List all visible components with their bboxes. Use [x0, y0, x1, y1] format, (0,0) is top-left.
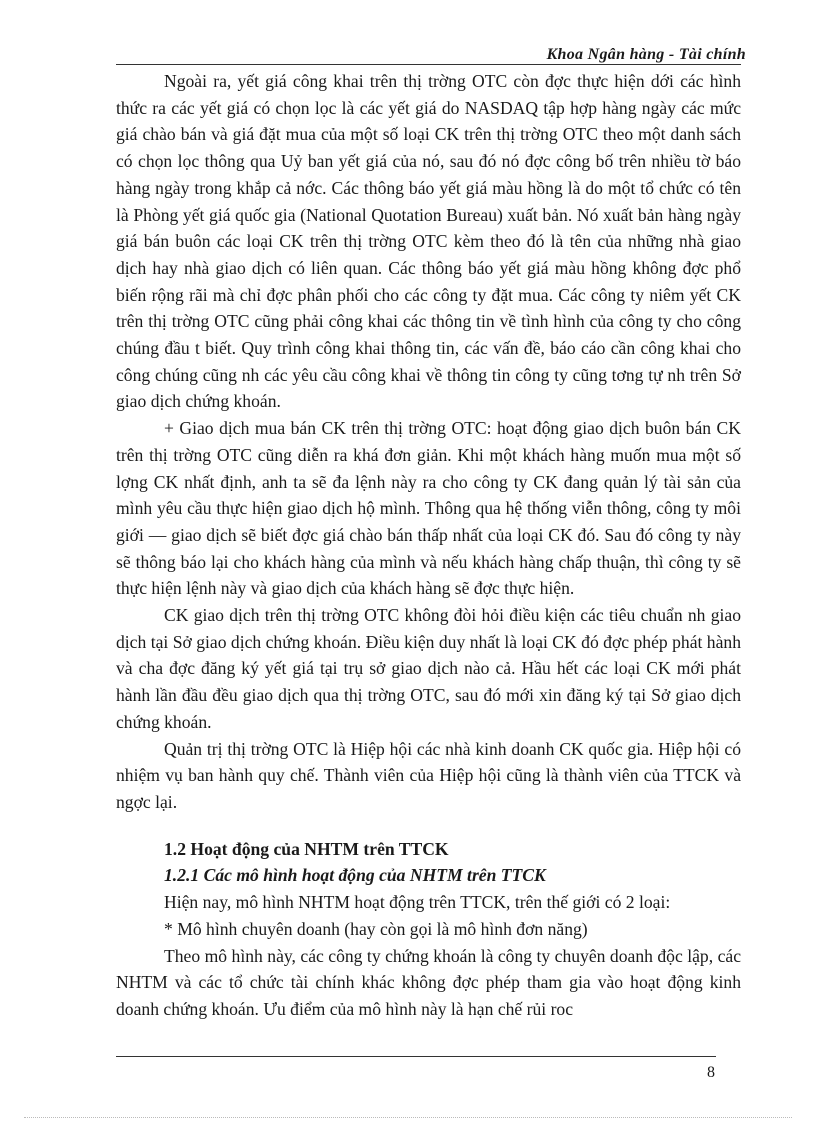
footer-divider [116, 1056, 716, 1057]
page-number: 8 [707, 1064, 715, 1081]
running-header-title: Khoa Ngân hàng - Tài chính [546, 46, 746, 63]
section-spacer [116, 816, 741, 836]
body-paragraph: Theo mô hình này, các công ty chứng khoán là công ty chuyên doanh độc lập, các NHTM và các tổ chức tài chính khác không đợc phép tham gia vào hoạt động kinh doanh chứng khoán. Ưu điểm của mô hình này là hạn chế rủi roc [116, 945, 741, 1019]
section-heading: 1.2 Hoạt động của NHTM trên TTCK [164, 838, 449, 859]
body-paragraph: CK giao dịch trên thị trờng OTC không đòi hỏi điều kiện các tiêu chuẩn nh giao dịch tại Sở giao dịch chứng khoán. Điều kiện duy nhất là loại CK đó đợc phép phát hành và cha đợc đăng ký yết giá tại trụ sở giao dịch nào cả. Hầu hết các loại CK mới phát hành lần đầu đều giao dịch qua thị trờng OTC, sau đó mới xin đăng ký tại Sở giao dịch chứng khoán. [116, 605, 741, 732]
body-paragraph: Hiện nay, mô hình NHTM hoạt động trên TTCK, trên thế giới có 2 loại: [164, 892, 671, 913]
page-body [116, 68, 741, 1023]
page-bottom-edge [24, 1117, 792, 1118]
body-paragraph: + Giao dịch mua bán CK trên thị trờng OTC: hoạt động giao dịch buôn bán CK trên thị trờng OTC cũng diễn ra khá đơn giản. Khi một khách hàng muốn mua một số lợng CK nhất định, anh ta sẽ đa lệnh này ra cho công ty CK đang quản lý tài sản của mình yêu cầu thực hiện giao dịch hộ mình. Thông qua hệ thống viễn thông, công ty môi giới — giao dịch sẽ biết đợc giá chào bán thấp nhất của loại CK đó. Sau đó công ty này sẽ thông báo lại cho khách hàng của mình và nếu khách hàng chấp thuận, thì công ty sẽ thực hiện lệnh này và giao dịch của khách hàng sẽ đợc thực hiện. [116, 418, 741, 599]
body-paragraph: * Mô hình chuyên doanh (hay còn gọi là mô hình đơn năng) [164, 918, 588, 939]
body-paragraph: Ngoài ra, yết giá công khai trên thị trờng OTC còn đợc thực hiện dới các hình thức ra các yết giá có chọn lọc là các yết giá do NASDAQ tập hợp hàng ngày các mức giá chào bán và giá đặt mua của một số loại CK trên thị trờng OTC theo một danh sách có chọn lọc thông qua Uỷ ban yết giá của nó, sau đó nó đợc công bố trên nhiều tờ báo hàng ngày trong khắp cả nớc. Các thông báo yết giá màu hồng là do một tổ chức có tên là Phòng yết giá quốc gia (National Quotation Bureau) xuất bản. Nó xuất bản hàng ngày giá bán buôn các loại CK trên thị trờng OTC kèm theo đó là tên của những nhà giao dịch hay nhà giao dịch có liên quan. Các thông báo yết giá màu hồng không đợc phổ biến rộng rãi mà chỉ đợc phân phối cho các công ty đặt mua. Các công ty niêm yết CK trên thị trờng OTC cũng phải công khai các thông tin về tình hình của công ty cho công chúng đầu t biết. Quy trình công khai thông tin, các vấn đề, báo cáo cần công khai cho công chúng cũng nh các yêu cầu công khai về thông tin công ty cũng tơng tự nh trên Sở giao dịch chứng khoán. [116, 71, 741, 412]
body-paragraph: Quản trị thị trờng OTC là Hiệp hội các nhà kinh doanh CK quốc gia. Hiệp hội có nhiệm vụ ban hành quy chế. Thành viên của Hiệp hội cũng là thành viên của TTCK và ngợc lại. [116, 738, 741, 812]
subsection-heading: 1.2.1 Các mô hình hoạt động của NHTM trên TTCK [164, 865, 546, 886]
header-divider [116, 64, 741, 65]
